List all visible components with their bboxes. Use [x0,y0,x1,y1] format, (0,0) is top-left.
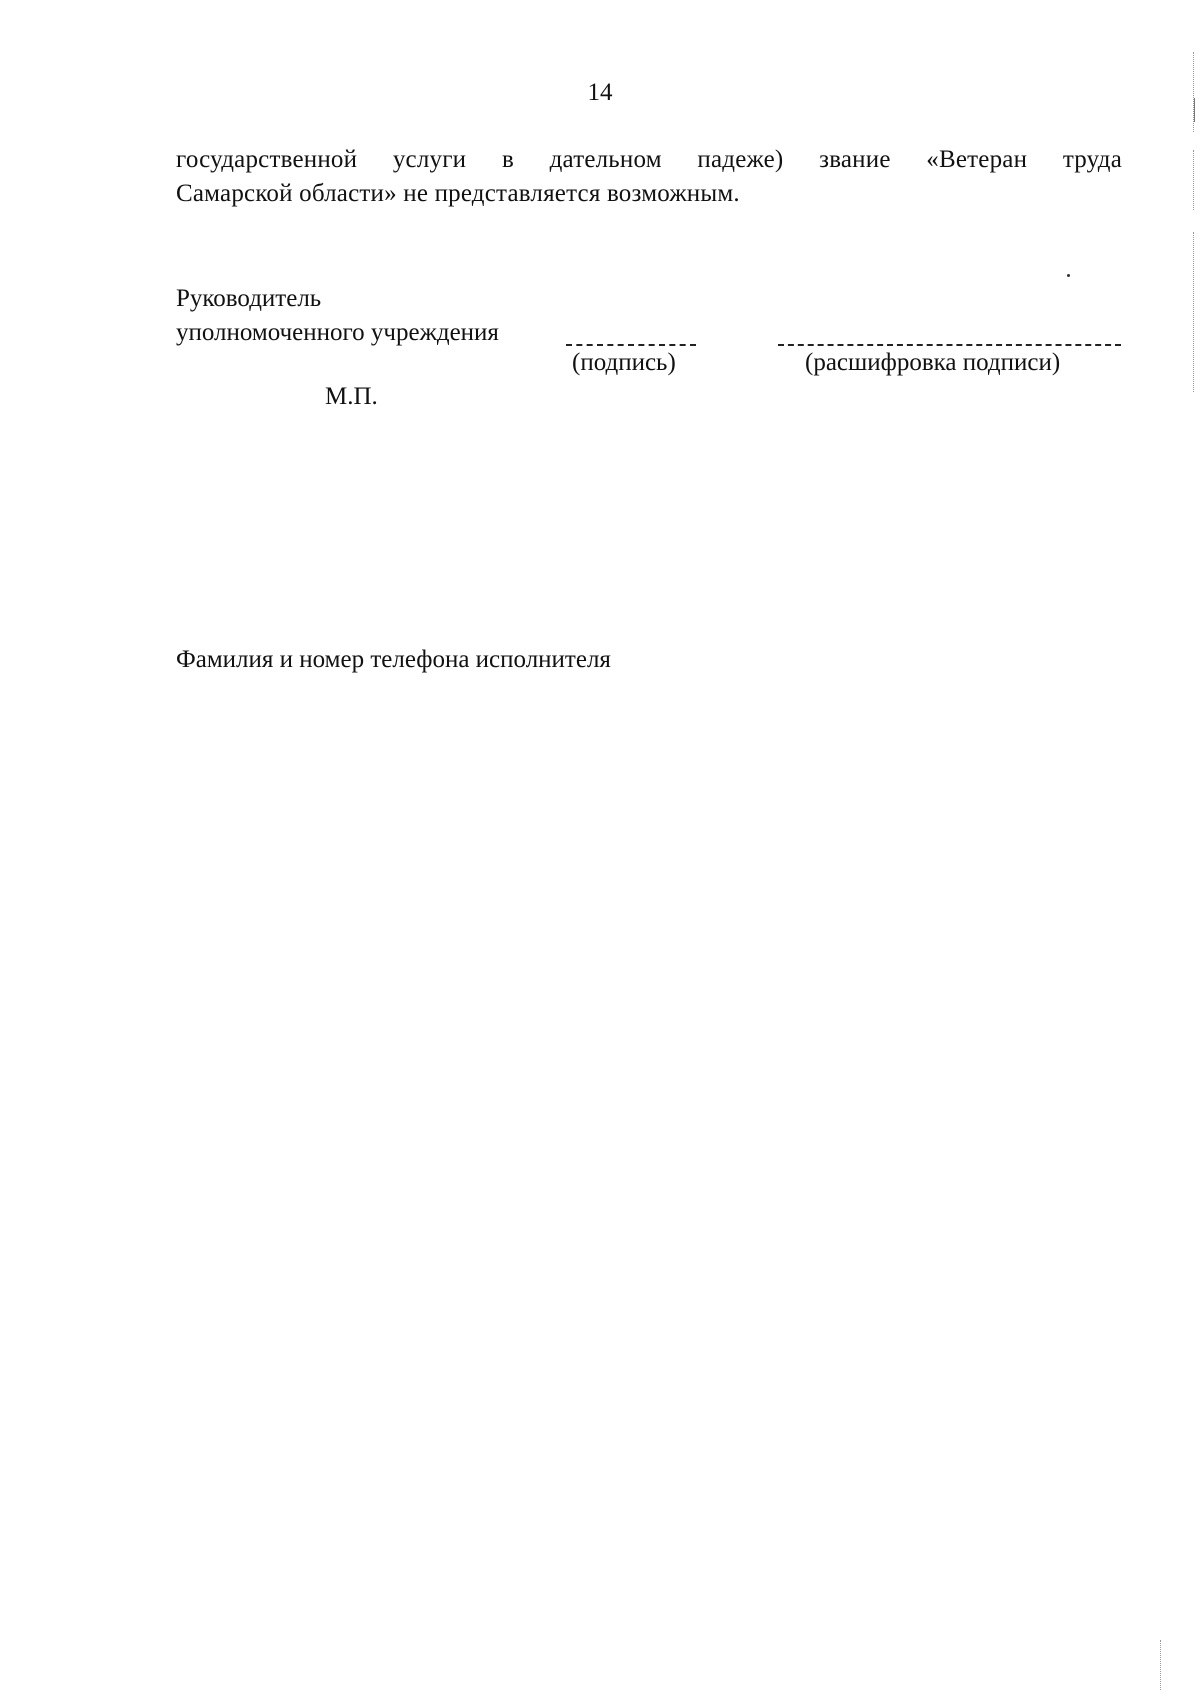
body-paragraph [176,143,1122,211]
executor-contact-label: Фамилия и номер телефона исполнителя [176,646,611,673]
scan-edge-mark [1160,1640,1161,1690]
paragraph-line-2: Самарской области» не представляется возможным. [176,180,740,207]
scan-edge-mark [1193,150,1194,210]
scan-speck [1067,274,1070,277]
signature-caption: (подпись) [572,349,676,376]
signature-decoding-caption: (расшифровка подписи) [805,349,1061,376]
signer-title-line-2: уполномоченного учреждения [176,319,499,346]
scan-edge-mark [1194,98,1195,122]
scan-edge-mark [1193,232,1194,392]
paragraph-line-1: государственной услуги в дательном падеже) звание «Ветеран труда [176,146,1122,173]
stamp-place-label: М.П. [325,383,378,410]
signer-title-line-1: Руководитель [176,285,322,312]
page-number: 14 [587,79,613,106]
signer-title [176,282,499,350]
